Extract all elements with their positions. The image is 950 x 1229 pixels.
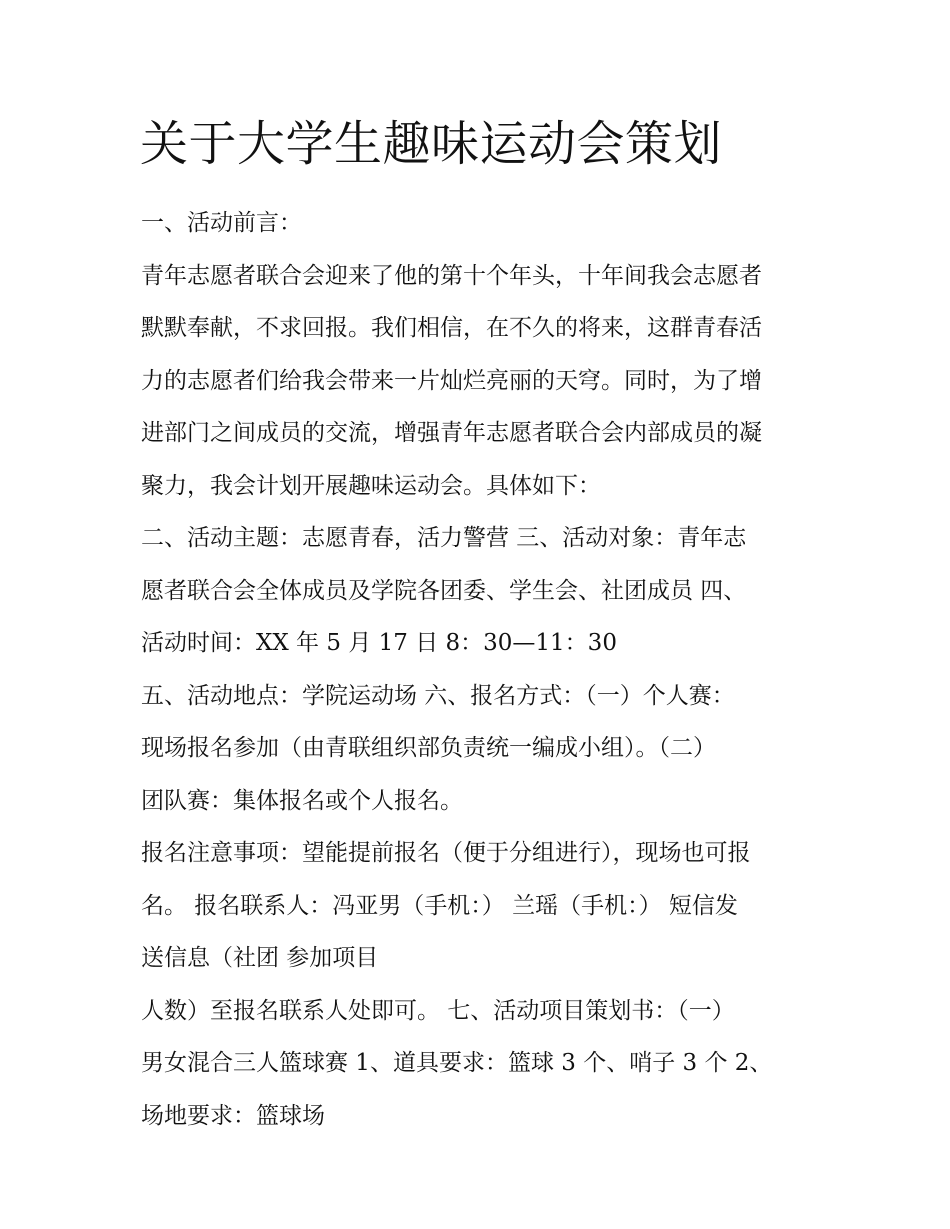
body-line: 报名注意事项：望能提前报名（便于分组进行），现场也可报 (141, 840, 751, 866)
body-line: 五、活动地点：学院运动场 六、报名方式：（一）个人赛： (141, 682, 735, 709)
body-line: 愿者联合会全体成员及学院各团委、学生会、社团成员 四、 (141, 577, 747, 604)
body-line: 男女混合三人篮球赛 1、道具要求：篮球 3 个、哨子 3 个 2、 (141, 1050, 773, 1076)
body-line: 进部门之间成员的交流，增强青年志愿者联合会内部成员的凝 (141, 420, 762, 446)
body-line: 二、活动主题：志愿青春，活力警营 三、活动对象：青年志 (141, 525, 747, 551)
body-line: 力的志愿者们给我会带来一片灿烂亮丽的天穹。同时，为了增 (141, 367, 762, 394)
body-line: 名。 报名联系人：冯亚男（手机：） 兰瑶（手机：） 短信发 (141, 892, 738, 919)
body-line: 现场报名参加（由青联组织部负责统一编成小组）。（二） (141, 735, 716, 761)
body-line: 活动时间：XX 年 5 月 17 日 8：30—11：30 (141, 630, 617, 656)
body-line: 人数）至报名联系人处即可。 七、活动项目策划书：（一） (141, 997, 735, 1024)
body-line: 青年志愿者联合会迎来了他的第十个年头，十年间我会志愿者 (141, 262, 762, 289)
document-body (141, 205, 831, 1150)
body-line: 团队赛：集体报名或个人报名。 (141, 787, 463, 814)
body-line: 一、活动前言： (141, 210, 302, 236)
body-line: 送信息（社团 参加项目 (141, 945, 379, 971)
body-line: 场地要求：篮球场 (141, 1102, 325, 1129)
body-line: 聚力，我会计划开展趣味运动会。具体如下： (141, 472, 601, 499)
document-title: 关于大学生趣味运动会策划 (140, 116, 723, 172)
body-line: 默默奉献，不求回报。我们相信，在不久的将来，这群青春活 (141, 315, 762, 341)
